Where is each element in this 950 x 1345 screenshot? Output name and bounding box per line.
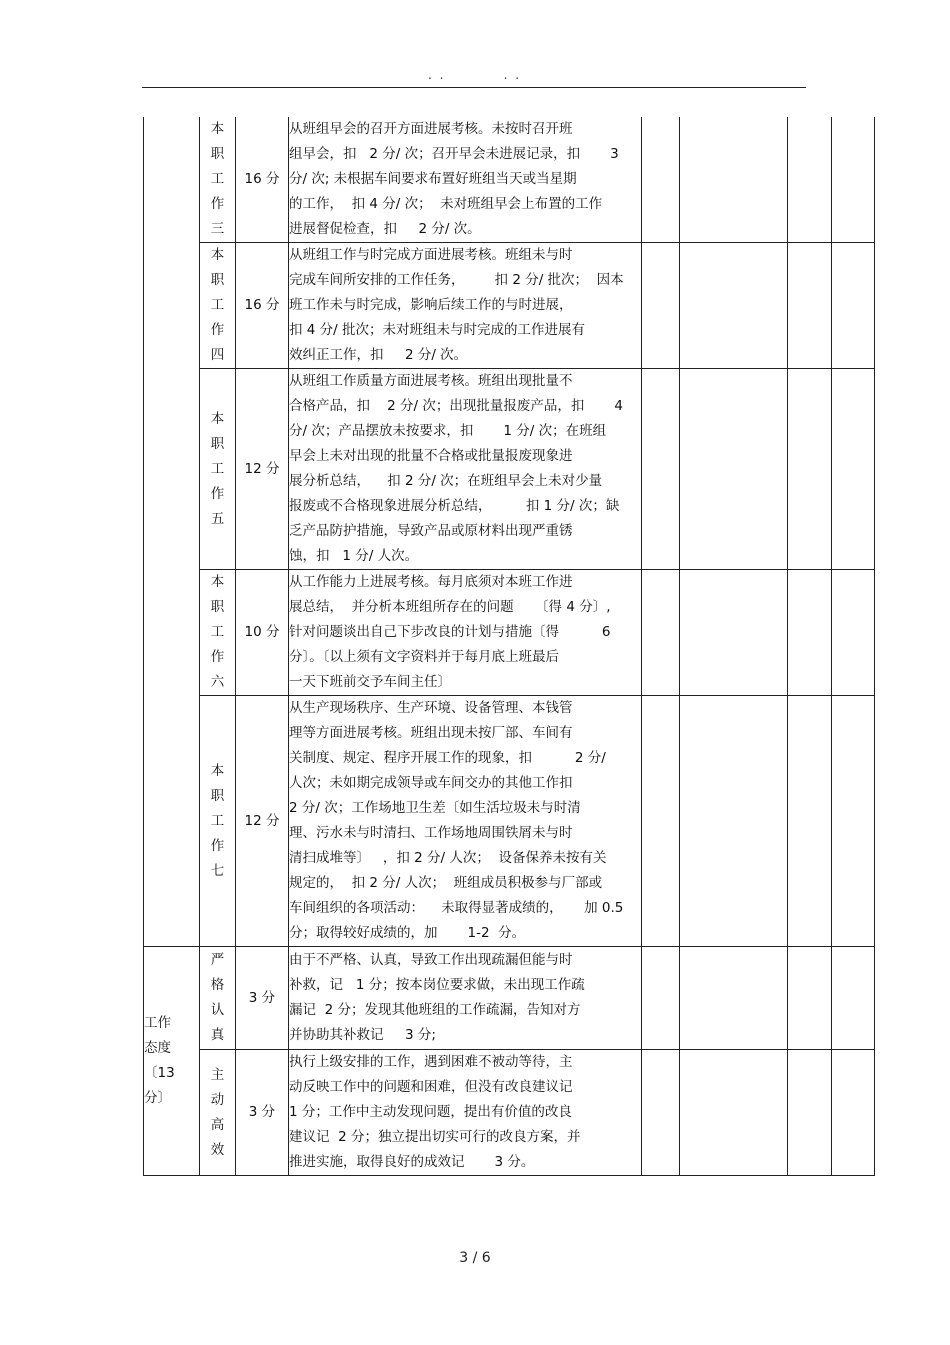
score-value: 16 分: [244, 171, 280, 187]
criteria-description: 由于不严格、认真，导致工作出现疏漏但能与时 补救，记 1 分；按本岗位要求做，未出现工作疏 漏记 2 分；发现其他班组的工作疏漏，告知对方 并协助其补救记 3 分;: [289, 947, 642, 1050]
score-cell: [236, 570, 289, 696]
table-row: [144, 696, 875, 947]
category-name: 工作态度〔13 分〕: [144, 1015, 175, 1106]
blank-cell: [642, 696, 680, 947]
score-cell: [236, 696, 289, 947]
item-name: 本职工作六: [210, 574, 225, 690]
item-name-cell: [200, 696, 236, 947]
blank-cell: [680, 1050, 788, 1176]
blank-cell: [832, 117, 875, 243]
blank-cell: [788, 243, 832, 369]
item-name-cell: [200, 369, 236, 570]
blank-cell: [788, 369, 832, 570]
category-cell-continued: [144, 117, 200, 947]
score-value: 16 分: [244, 297, 280, 313]
item-name-cell: [200, 243, 236, 369]
blank-cell: [680, 570, 788, 696]
evaluation-table: [143, 117, 875, 1176]
blank-cell: [832, 947, 875, 1050]
blank-cell: [680, 117, 788, 243]
blank-cell: [680, 369, 788, 570]
blank-cell: [832, 570, 875, 696]
blank-cell: [788, 696, 832, 947]
score-value: 10 分: [244, 624, 280, 640]
blank-cell: [680, 947, 788, 1050]
score-value: 3 分: [248, 989, 276, 1006]
item-name-cell: [200, 570, 236, 696]
score-cell: [236, 117, 289, 243]
item-name: 本职工作五: [210, 410, 225, 527]
blank-cell: [642, 1050, 680, 1176]
blank-cell: [788, 1050, 832, 1176]
table-row: [144, 1050, 875, 1176]
header-rule: [142, 87, 806, 88]
page-number: 3 / 6: [459, 1250, 491, 1266]
score-value: 12 分: [244, 812, 280, 829]
table-row: [144, 570, 875, 696]
category-cell: [144, 947, 200, 1176]
criteria-description: 执行上级安排的工作，遇到困难不被动等待，主 动反映工作中的问题和困难，但没有改良建议记 1 分；工作中主动发现问题，提出有价值的改良 建议记 2 分；独立提出切实可行的改良方案，并 推进实施，取得良好的成效记 3 分。: [289, 1050, 642, 1176]
blank-cell: [642, 570, 680, 696]
blank-cell: [832, 369, 875, 570]
blank-cell: [642, 947, 680, 1050]
blank-cell: [788, 117, 832, 243]
blank-cell: [832, 696, 875, 947]
table-row: [144, 243, 875, 369]
blank-cell: [680, 696, 788, 947]
blank-cell: [642, 369, 680, 570]
item-name: 本职工作三: [210, 121, 225, 237]
score-cell: [236, 369, 289, 570]
criteria-description: 从班组工作质量方面进展考核。班组出现批量不 合格产品，扣 2 分/ 次；出现批量报废产品，扣 4 分/ 次；产品摆放未按要求，扣 1 分/ 次；在班组 早会上未对出现的批量不合格或批量报废现象进 展分析总结， 扣 2 分/ 次；在班组早会上未对少量 报废或不合格现象进展分析总结， 扣 1 分/ 次；缺 乏产品防护措施，导致产品或原材料出现严重锈 蚀，扣 1 分/ 人次。: [289, 369, 642, 570]
score-cell: [236, 243, 289, 369]
item-name: 本职工作四: [210, 247, 225, 363]
blank-cell: [832, 1050, 875, 1176]
item-name: 本职工作七: [210, 762, 225, 879]
item-name-cell: [200, 1050, 236, 1176]
score-value: 12 分: [244, 460, 280, 477]
blank-cell: [788, 947, 832, 1050]
header-dots-text: . . . .: [428, 68, 522, 82]
table-row: [144, 369, 875, 570]
criteria-description: 从生产现场秩序、生产环境、设备管理、本钱管 理等方面进展考核。班组出现未按厂部、车间有 关制度、规定、程序开展工作的现象，扣 2 分/ 人次；未如期完成领导或车间交办的其他工作扣 2 分/ 次；工作场地卫生差〔如生活垃圾未与时清 理、污水未与时清扫、工作场地周围铁屑未与时 清扫成堆等〕 ，扣 2 分/ 人次； 设备保养未按有关 规定的， 扣 2 分/ 人次； 班组成员积极参与厂部或 车间组织的各项活动： 未取得显著成绩的， 加 0.5 分；取得较好成绩的，加 1-2 分。: [289, 696, 642, 947]
blank-cell: [642, 243, 680, 369]
score-value: 3 分: [248, 1104, 276, 1120]
blank-cell: [788, 570, 832, 696]
table-row: [144, 117, 875, 243]
criteria-description: 从工作能力上进展考核。每月底须对本班工作进 展总结， 并分析本班组所存在的问题 〔得 4 分〕, 针对问题谈出自己下步改良的计划与措施〔得 6 分〕。〔以上须有文字资料并于每月底上班最后 一天下班前交予车间主任〕: [289, 570, 642, 696]
item-name-cell: [200, 117, 236, 243]
item-name: 严格认真: [210, 952, 225, 1043]
blank-cell: [832, 243, 875, 369]
criteria-description: 从班组早会的召开方面进展考核。未按时召开班 组早会，扣 2 分/ 次；召开早会未进展记录，扣 3 分/ 次; 未根据车间要求布置好班组当天或当星期 的工作， 扣 4 分/ 次； 未对班组早会上布置的工作 进展督促检查，扣 2 分/ 次。: [289, 117, 642, 243]
score-cell: [236, 947, 289, 1050]
item-name: 主动高效: [210, 1066, 225, 1158]
score-cell: [236, 1050, 289, 1176]
blank-cell: [642, 117, 680, 243]
item-name-cell: [200, 947, 236, 1050]
criteria-description: 从班组工作与时完成方面进展考核。班组未与时 完成车间所安排的工作任务， 扣 2 分/ 批次； 因本 班工作未与时完成，影响后续工作的与时进展， 扣 4 分/ 批次；未对班组未与时完成的工作进展有 效纠正工作，扣 2 分/ 次。: [289, 243, 642, 369]
blank-cell: [680, 243, 788, 369]
table-row: [144, 947, 875, 1050]
